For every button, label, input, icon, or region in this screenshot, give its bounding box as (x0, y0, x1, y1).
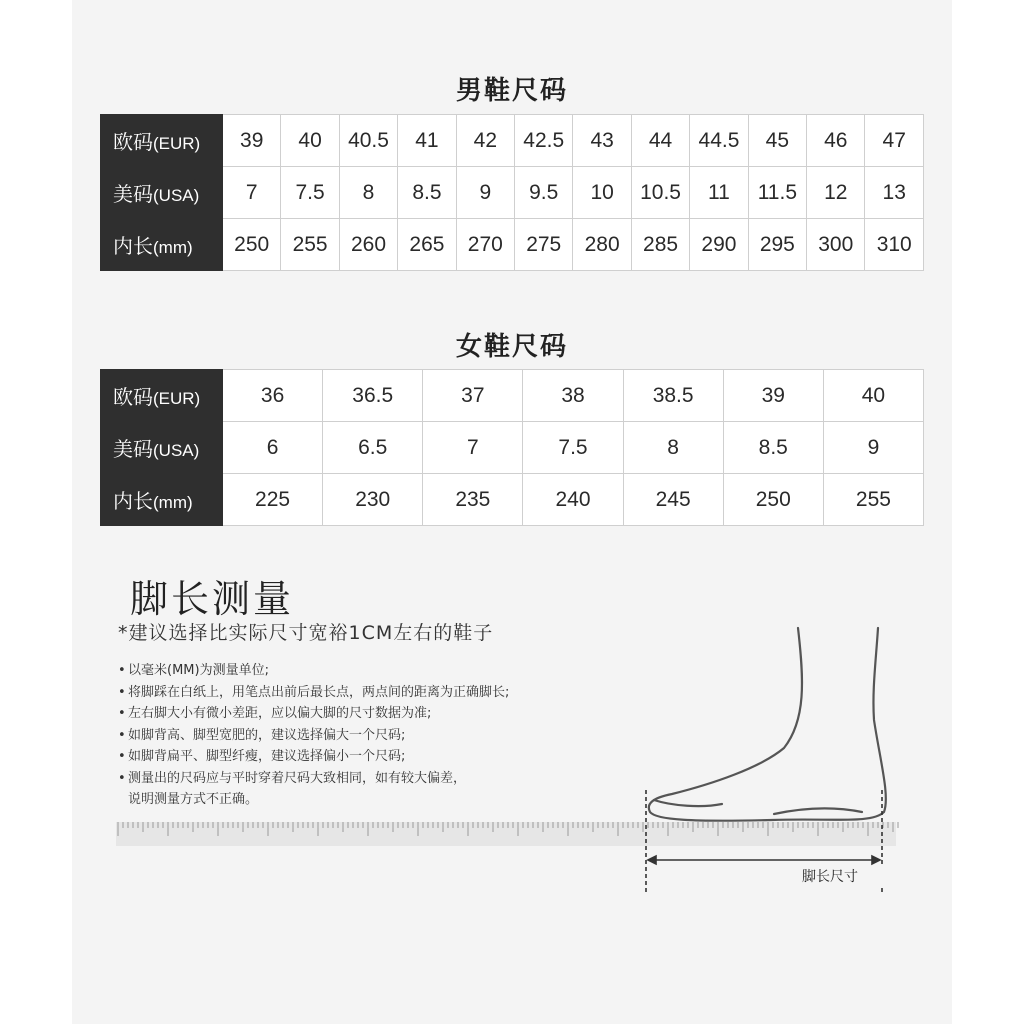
size-cell: 9 (823, 422, 923, 474)
size-cell: 6.5 (323, 422, 423, 474)
size-cell: 47 (865, 115, 924, 167)
tip-item: • 将脚踩在白纸上，用笔点出前后最长点，两点间的距离为正确脚长; (118, 684, 510, 700)
size-cell: 36 (223, 370, 323, 422)
size-cell: 255 (823, 474, 923, 526)
size-cell: 43 (573, 115, 631, 167)
size-cell: 10 (573, 167, 631, 219)
size-cell: 39 (223, 115, 281, 167)
size-cell: 8.5 (398, 167, 456, 219)
size-cell: 310 (865, 219, 924, 271)
women-size-title: 女鞋尺码 (455, 332, 568, 362)
foot-length-arrow-icon (648, 856, 880, 864)
size-cell: 9 (456, 167, 514, 219)
size-cell: 250 (723, 474, 823, 526)
size-cell: 8 (623, 422, 723, 474)
size-cell: 42 (456, 115, 514, 167)
size-cell: 38 (523, 370, 623, 422)
size-cell: 40 (281, 115, 339, 167)
foot-length-label: 脚长尺寸 (732, 866, 928, 886)
size-cell: 12 (807, 167, 865, 219)
tip-item: • 如脚背高、脚型宽肥的，建议选择偏大一个尺码; (118, 727, 406, 743)
size-cell: 8.5 (723, 422, 823, 474)
men-size-title: 男鞋尺码 (455, 76, 568, 106)
tip-item: • 以毫米(MM)为测量单位; (118, 663, 269, 678)
size-cell: 44.5 (690, 115, 748, 167)
row-header: 欧码(EUR) (101, 115, 223, 167)
foot-outline-icon (649, 628, 886, 821)
tip-item: • 左右脚大小有微小差距，应以偏大脚的尺寸数据为准; (118, 706, 432, 721)
row-header: 内长(mm) (101, 219, 223, 271)
size-cell: 40.5 (339, 115, 397, 167)
size-cell: 46 (807, 115, 865, 167)
size-cell: 6 (223, 422, 323, 474)
size-cell: 300 (807, 219, 865, 271)
size-cell: 9.5 (515, 167, 573, 219)
size-guide-page (72, 0, 952, 1024)
size-cell: 13 (865, 167, 924, 219)
size-cell: 11 (690, 167, 748, 219)
measure-title: 脚长测量 (130, 577, 295, 621)
size-cell: 45 (748, 115, 806, 167)
size-cell: 36.5 (323, 370, 423, 422)
size-cell: 250 (223, 219, 281, 271)
size-cell: 40 (823, 370, 923, 422)
size-cell: 280 (573, 219, 631, 271)
size-cell: 270 (456, 219, 514, 271)
size-cell: 240 (523, 474, 623, 526)
tip-item: • 测量出的尺码应与平时穿着尺码大致相同，如有较大偏差， (118, 770, 467, 786)
row-header: 欧码(EUR) (101, 370, 223, 422)
size-cell: 7.5 (281, 167, 339, 219)
size-cell: 260 (339, 219, 397, 271)
size-cell: 41 (398, 115, 456, 167)
size-cell: 285 (631, 219, 689, 271)
size-cell: 295 (748, 219, 806, 271)
size-cell: 10.5 (631, 167, 689, 219)
size-cell: 230 (323, 474, 423, 526)
size-cell: 39 (723, 370, 823, 422)
size-cell: 11.5 (748, 167, 806, 219)
size-cell: 37 (423, 370, 523, 422)
size-cell: 7 (223, 167, 281, 219)
size-cell: 290 (690, 219, 748, 271)
size-cell: 275 (515, 219, 573, 271)
size-cell: 245 (623, 474, 723, 526)
ruler-icon (116, 822, 898, 846)
size-cell: 255 (281, 219, 339, 271)
measure-subtitle: *建议选择比实际尺寸宽裕1CM左右的鞋子 (118, 622, 494, 644)
size-cell: 44 (631, 115, 689, 167)
size-cell: 7 (423, 422, 523, 474)
tip-item-continuation: 说明测量方式不正确。 (128, 792, 259, 807)
tip-item: • 如脚背扁平、脚型纤瘦，建议选择偏小一个尺码; (118, 749, 406, 764)
size-cell: 38.5 (623, 370, 723, 422)
size-cell: 265 (398, 219, 456, 271)
size-cell: 7.5 (523, 422, 623, 474)
size-cell: 225 (223, 474, 323, 526)
size-cell: 42.5 (515, 115, 573, 167)
size-cell: 235 (423, 474, 523, 526)
row-header: 美码(USA) (101, 422, 223, 474)
row-header: 内长(mm) (101, 474, 223, 526)
row-header: 美码(USA) (101, 167, 223, 219)
size-cell: 8 (339, 167, 397, 219)
